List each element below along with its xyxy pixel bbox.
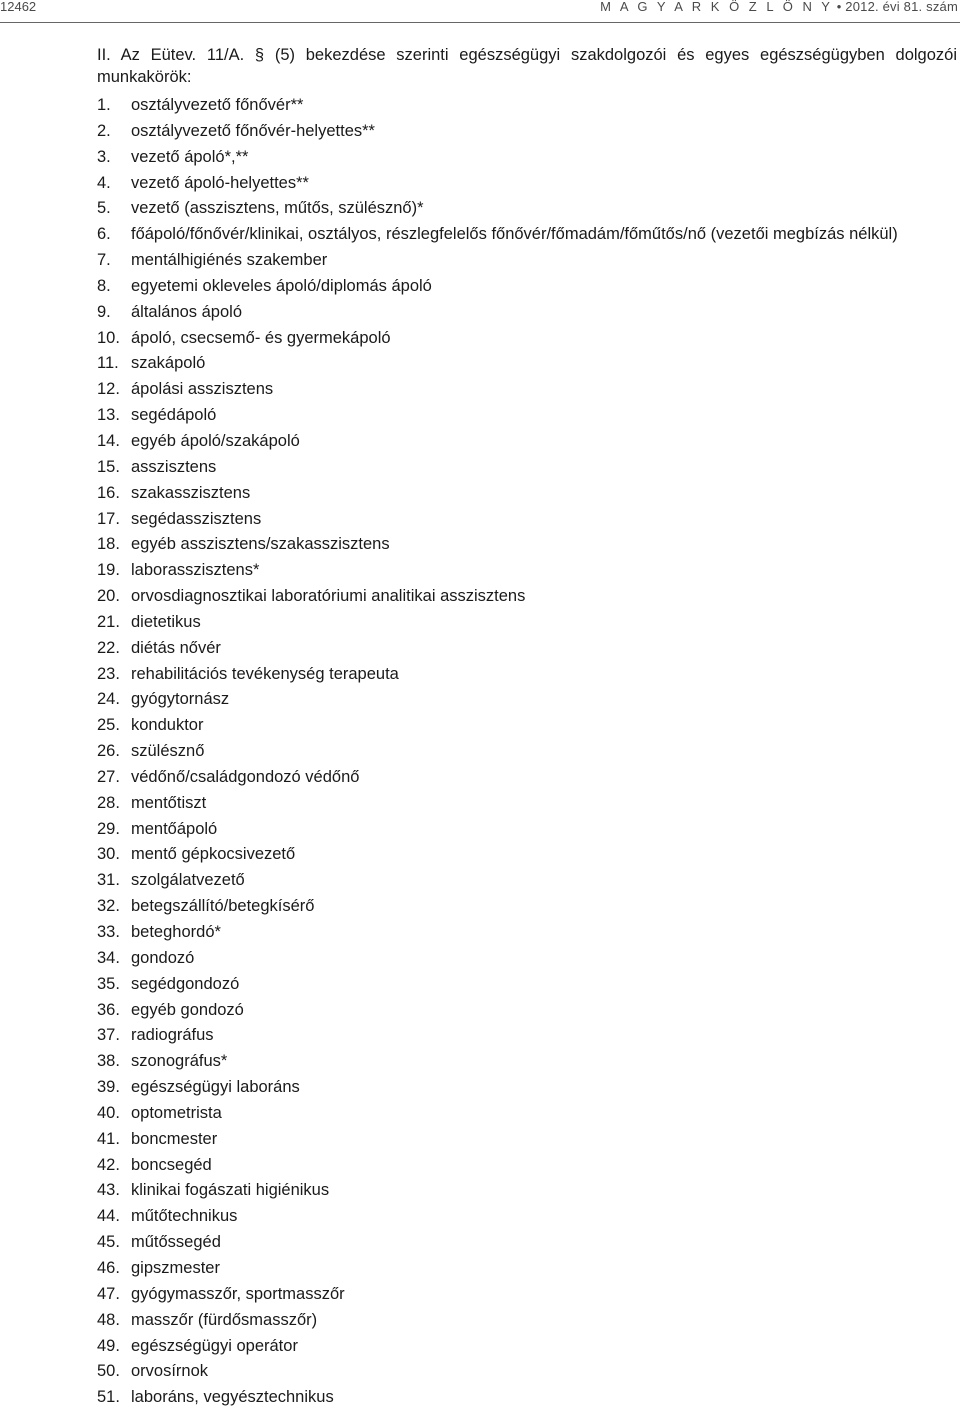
job-title-list [97,93,898,1411]
list-item [97,93,898,119]
item-number: 33. [97,923,120,941]
issue-info: 2012. évi 81. szám [845,0,958,14]
list-item [97,222,898,248]
item-number: 2. [97,121,111,140]
section-intro: II. Az Eütev. 11/A. § (5) bekezdése szerinti egészségügyi szakdolgozói és egyes egészségügyben dolgozói munkakörök: [97,46,957,86]
list-item [97,817,898,843]
list-item [97,119,898,145]
item-text: műtőtechnikus [131,1207,238,1226]
item-number: 1. [97,96,111,114]
item-text: gipszmester [131,1258,220,1277]
page-number: 12462 [0,0,37,14]
item-text: egyetemi okleveles ápoló/diplomás ápoló [131,276,432,295]
list-item [97,1178,898,1204]
item-number: 38. [97,1052,120,1071]
item-number: 16. [97,483,120,502]
list-item [97,662,898,688]
list-item [97,998,898,1024]
item-number: 28. [97,793,120,812]
item-text: mentő gépkocsivezető [131,845,296,864]
item-number: 51. [97,1388,120,1407]
list-item [97,1282,898,1308]
item-text: vezető ápoló-helyettes** [131,173,309,192]
item-number: 41. [97,1129,120,1148]
item-text: vezető (asszisztens, műtős, szülésznő)* [131,199,424,218]
list-item [97,1049,898,1075]
journal-name: M A G Y A R K Ö Z L Ö N Y [600,0,833,14]
item-number: 43. [97,1181,120,1200]
item-number: 35. [97,974,120,993]
list-item [97,274,898,300]
item-number: 47. [97,1284,120,1303]
item-number: 6. [97,225,111,244]
item-number: 13. [97,406,120,425]
item-number: 5. [97,199,111,218]
item-text: ápolási asszisztens [131,380,274,399]
item-text: segédasszisztens [131,509,262,528]
item-number: 15. [97,457,120,476]
journal-title [600,0,958,14]
item-number: 14. [97,431,120,450]
list-item [97,1153,898,1179]
list-item [97,1359,898,1385]
item-number: 27. [97,767,120,786]
item-text: gyógymasszőr, sportmasszőr [131,1284,345,1303]
list-item [97,687,898,713]
item-text: laborasszisztens* [131,561,260,580]
item-text: gondozó [131,948,195,967]
item-text: szakasszisztens [131,483,251,502]
item-text: betegszállító/betegkísérő [131,897,315,916]
list-item [97,532,898,558]
item-text: műtőssegéd [131,1233,221,1252]
list-item [97,377,898,403]
item-text: szülésznő [131,742,205,761]
item-text: gyógytornász [131,690,230,709]
item-number: 34. [97,948,120,967]
item-number: 18. [97,535,120,554]
bullet-separator: • [836,0,842,14]
list-item [97,1230,898,1256]
item-text: laboráns, vegyésztechnikus [131,1388,334,1407]
item-number: 12. [97,380,120,399]
item-number: 7. [97,251,111,270]
list-item [97,507,898,533]
item-number: 11. [97,354,119,373]
list-item [97,610,898,636]
item-number: 25. [97,716,120,735]
item-number: 48. [97,1310,120,1329]
item-text: védőnő/családgondozó védőnő [131,767,360,786]
list-item [97,558,898,584]
item-number: 40. [97,1103,120,1122]
item-number: 49. [97,1336,120,1355]
item-text: boncmester [131,1129,218,1148]
item-text: orvosdiagnosztikai laboratóriumi analitikai asszisztens [131,587,526,606]
list-item [97,1101,898,1127]
item-text: boncsegéd [131,1155,212,1174]
item-number: 31. [97,871,120,890]
list-item [97,248,898,274]
item-text: főápoló/főnővér/klinikai, osztályos, részlegfelelős főnővér/főmadám/főműtős/nő (vezetői megbízás nélkül) [131,225,898,244]
list-item [97,145,898,171]
list-item [97,1308,898,1334]
item-number: 37. [97,1026,120,1045]
item-text: szonográfus* [131,1052,228,1071]
item-text: szolgálatvezető [131,871,245,890]
item-number: 3. [97,147,111,166]
list-item [97,1256,898,1282]
item-text: beteghordó* [131,923,221,941]
item-text: asszisztens [131,457,217,476]
item-text: egészségügyi operátor [131,1336,298,1355]
list-item [97,739,898,765]
item-number: 39. [97,1078,120,1097]
page-header [0,0,960,24]
item-text: dietetikus [131,612,201,631]
header-rule [0,22,960,23]
list-item [97,765,898,791]
list-item [97,455,898,481]
item-text: mentálhigiénés szakember [131,251,328,270]
item-number: 44. [97,1207,120,1226]
item-text: konduktor [131,716,204,735]
list-item [97,894,898,920]
item-number: 29. [97,819,120,838]
item-text: egészségügyi laboráns [131,1078,300,1097]
item-number: 24. [97,690,120,709]
list-item [97,300,898,326]
list-item [97,1075,898,1101]
item-number: 45. [97,1233,120,1252]
list-item [97,351,898,377]
list-item [97,920,898,946]
item-number: 20. [97,587,120,606]
list-item [97,429,898,455]
item-number: 9. [97,302,111,321]
item-number: 17. [97,509,120,528]
item-text: ápoló, csecsemő- és gyermekápoló [131,328,391,347]
item-number: 21. [97,612,120,631]
list-item [97,713,898,739]
list-item [97,1204,898,1230]
item-number: 22. [97,638,120,657]
item-text: osztályvezető főnővér-helyettes** [131,121,375,140]
item-number: 23. [97,664,120,683]
item-number: 26. [97,742,120,761]
item-number: 46. [97,1258,120,1277]
list-item [97,481,898,507]
item-number: 4. [97,173,111,192]
list-item [97,171,898,197]
item-text: rehabilitációs tevékenység terapeuta [131,664,399,683]
list-item [97,584,898,610]
item-text: egyéb gondozó [131,1000,244,1019]
item-number: 19. [97,561,120,580]
list-item [97,946,898,972]
item-number: 8. [97,276,111,295]
item-text: optometrista [131,1103,222,1122]
item-number: 50. [97,1362,120,1381]
item-number: 10. [97,328,120,347]
list-item [97,1127,898,1153]
list-item [97,1023,898,1049]
list-item [97,636,898,662]
item-text: segédgondozó [131,974,240,993]
item-text: általános ápoló [131,302,243,321]
item-text: segédápoló [131,406,217,425]
list-item [97,868,898,894]
item-text: mentőápoló [131,819,218,838]
list-item [97,842,898,868]
list-item [97,1385,898,1411]
item-number: 32. [97,897,120,916]
list-item [97,196,898,222]
item-text: mentőtiszt [131,793,207,812]
item-text: orvosírnok [131,1362,209,1381]
item-text: szakápoló [131,354,206,373]
item-text: osztályvezető főnővér** [131,96,304,114]
list-item [97,972,898,998]
list-item [97,1334,898,1360]
item-number: 30. [97,845,120,864]
item-text: masszőr (fürdősmasszőr) [131,1310,318,1329]
list-item [97,791,898,817]
list-item [97,403,898,429]
item-text: vezető ápoló*,** [131,147,249,166]
item-text: egyéb ápoló/szakápoló [131,431,300,450]
item-text: diétás nővér [131,638,221,657]
item-text: egyéb asszisztens/szakasszisztens [131,535,390,554]
item-text: radiográfus [131,1026,214,1045]
item-number: 42. [97,1155,120,1174]
item-number: 36. [97,1000,120,1019]
list-item [97,326,898,352]
item-text: klinikai fogászati higiénikus [131,1181,330,1200]
